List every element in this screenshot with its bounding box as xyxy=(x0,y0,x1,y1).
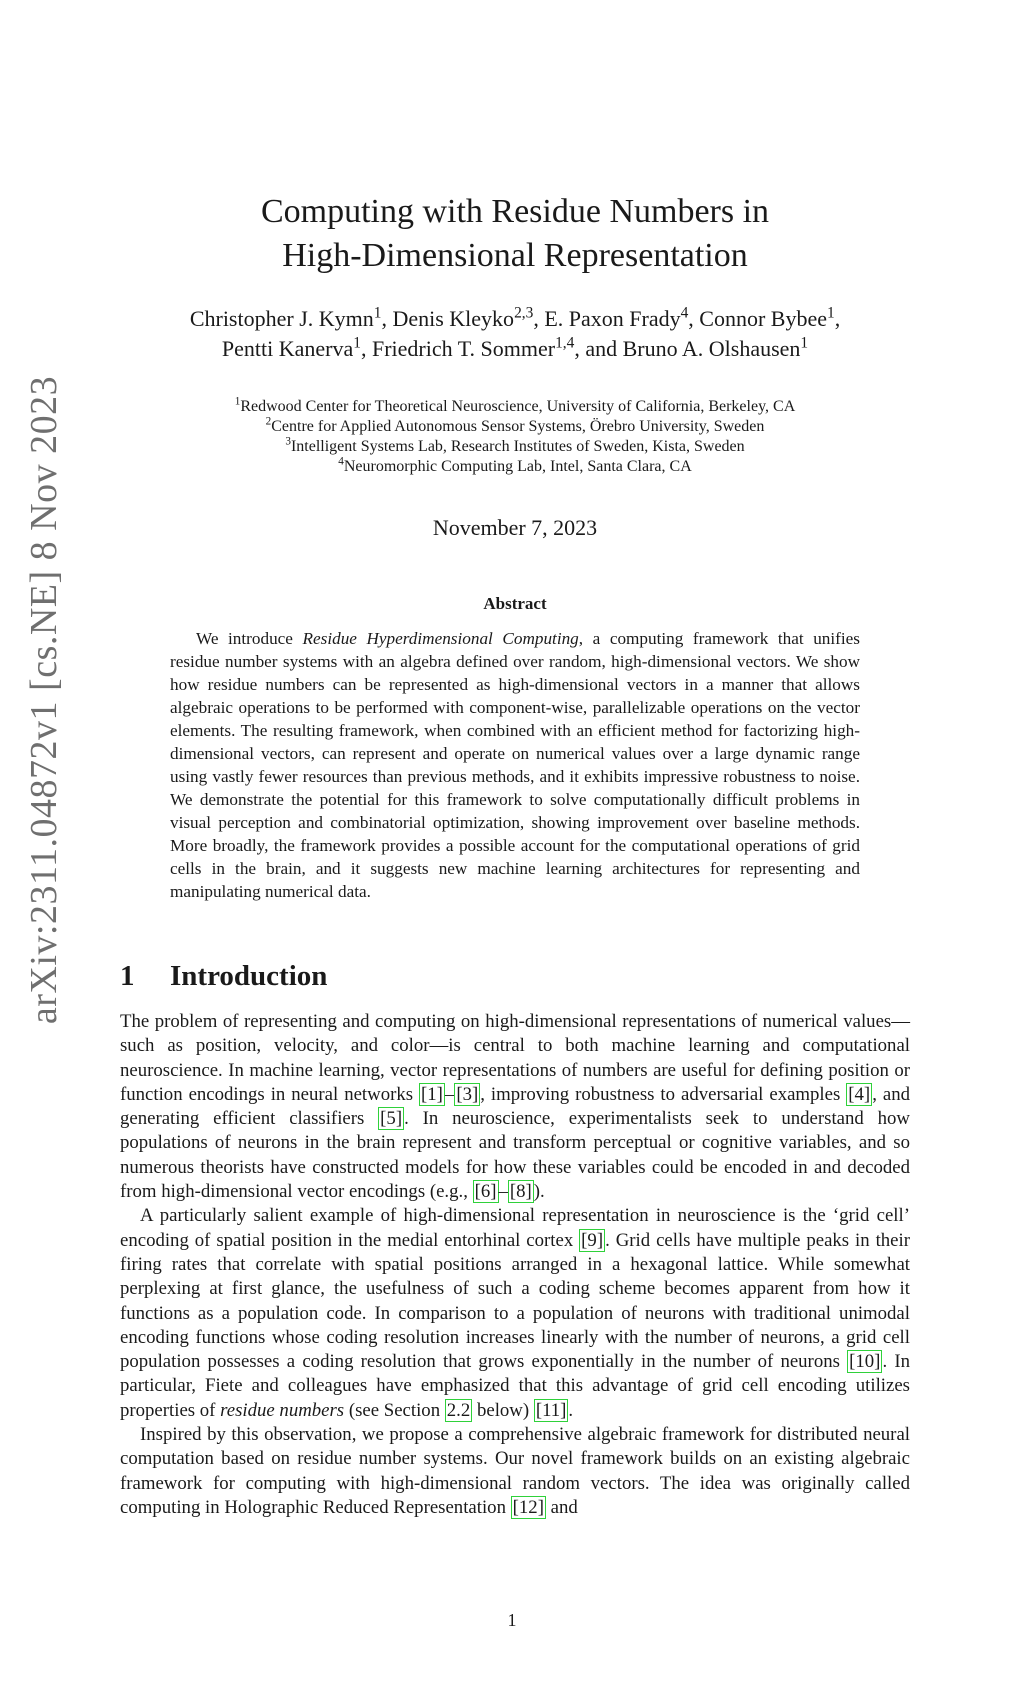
citation-link[interactable]: [6] xyxy=(474,1181,497,1203)
abstract-heading: Abstract xyxy=(483,594,547,613)
text-run: – xyxy=(498,1181,508,1203)
citation-link[interactable]: [1] xyxy=(421,1083,443,1105)
text-run: and xyxy=(545,1496,578,1518)
text-run: Inspired by this observation, we propose a comprehensive algebraic framework for distributed neural computation based on residue number systems. Our novel framework builds on an existing algebraic framework for computing with high-dimensional random vectors. The idea was originally called computing in Holographic Reduced Representation xyxy=(120,1424,910,1518)
author-name: Connor Bybee xyxy=(699,306,827,331)
author-affiliation-mark: 4 xyxy=(680,304,689,322)
section-title: Introduction xyxy=(170,960,328,992)
text-run: (see Section xyxy=(344,1399,445,1421)
author-affiliation-mark: 1,4 xyxy=(555,334,575,352)
abstract-body xyxy=(170,627,860,903)
author-name: Denis Kleyko xyxy=(392,306,515,331)
affiliation-item xyxy=(160,457,870,477)
text-run: below) xyxy=(472,1399,534,1421)
citation-link[interactable]: [12] xyxy=(512,1496,544,1518)
affiliation-text: Redwood Center for Theoretical Neuroscience, University of California, Berkeley, CA xyxy=(240,398,796,415)
text-run: , improving robustness to adversarial examples xyxy=(480,1083,847,1105)
arxiv-identifier-stamp[interactable]: arXiv:2311.04872v1 [cs.NE] 8 Nov 2023 xyxy=(23,375,65,1025)
emphasized-term: residue numbers xyxy=(220,1399,345,1421)
author-affiliation-mark: 1 xyxy=(353,334,361,352)
section-heading xyxy=(120,960,327,993)
author-affiliation-mark: 1 xyxy=(800,334,809,352)
affiliation-text: Intelligent Systems Lab, Research Institutes of Sweden, Kista, Sweden xyxy=(290,438,745,455)
text-run: – xyxy=(444,1083,455,1105)
citation-link[interactable]: [3] xyxy=(456,1083,479,1105)
citation-link[interactable]: [11] xyxy=(535,1399,567,1421)
affiliation-item xyxy=(160,437,870,457)
affiliation-mark: 2 xyxy=(265,415,272,428)
page-number: 1 xyxy=(507,1610,517,1630)
publication-date: November 7, 2023 xyxy=(432,515,598,540)
author-name: Pentti Kanerva xyxy=(221,336,354,361)
author-name: Friedrich T. Sommer xyxy=(371,336,556,361)
author-name: Bruno A. Olshausen xyxy=(622,336,801,361)
abstract-text: , a computing framework that unifies residue number systems with an algebra defined over random, high-dimensional vectors. We show how residue numbers can be represented as high-dimensional vectors in a manner that allows algebraic operations to be performed with component-wise, parallelizable operations on the vector elements. The resulting framework, when combined with an efficient method for factorizing high-dimensional vectors, can represent and operate on numerical values over a large dynamic range using vastly fewer resources than previous methods, and it exhibits impressive robustness to noise. We demonstrate the potential for this framework to solve computationally difficult problems in visual perception and combinatorial optimization, showing improvement over baseline methods. More broadly, the framework provides a possible account for the computational operations of grid cells in the brain, and it suggests new machine learning architectures for representing and manipulating numerical data. xyxy=(170,629,860,901)
affiliation-item xyxy=(160,417,870,437)
abstract-lead: We introduce xyxy=(196,629,303,648)
citation-link[interactable]: [4] xyxy=(848,1083,871,1105)
text-run: . xyxy=(568,1399,574,1421)
introduction-body xyxy=(120,1010,910,1520)
citation-link[interactable]: [10] xyxy=(849,1351,881,1373)
text-run: The problem of representing and computing on high-dimensional representations of numerical values—such as position, velocity, and color—is central to both machine learning and computational neuroscience. In machine learning, vector representations of numbers are useful for defining position or function encodings in neural networks xyxy=(120,1011,910,1105)
citation-link[interactable]: [8] xyxy=(509,1181,532,1203)
author-name: E. Paxon Frady xyxy=(544,306,681,331)
affiliation-text: Centre for Applied Autonomous Sensor Systems, Örebro University, Sweden xyxy=(271,418,765,435)
affiliation-mark: 1 xyxy=(234,395,241,408)
citation-link[interactable]: [5] xyxy=(380,1108,403,1130)
author-conjunction: and xyxy=(585,336,623,361)
paragraph xyxy=(120,1204,910,1423)
section-number: 1 xyxy=(120,960,135,992)
text-run: . In particular, Fiete and colleagues have emphasized that this advantage of grid cell encoding utilizes properties of xyxy=(120,1351,911,1421)
section-reference-link[interactable]: 2.2 xyxy=(446,1399,471,1421)
title-line-1: Computing with Residue Numbers in xyxy=(260,193,770,230)
paragraph xyxy=(120,1423,910,1520)
paper-title xyxy=(150,190,880,278)
text-run: . Grid cells have multiple peaks in their firing rates that correlate with spatial positions arranged in a hexagonal lattice. While somewhat perplexing at first glance, the usefulness of such a coding scheme becomes apparent from how it functions as a population code. In comparison to a population of neurons with traditional unimodal encoding functions whose coding resolution increases linearly with the number of neurons, a grid cell population possesses a coding resolution that grows exponentially in the number of neurons xyxy=(120,1229,910,1373)
citation-link[interactable]: [9] xyxy=(581,1229,604,1251)
author-name: Christopher J. Kymn xyxy=(189,306,374,331)
author-line-2: Pentti Kanerva$^1$, Friedrich T. Sommer$^{1,4}$, and Bruno A. Olshausen$^1$ xyxy=(221,334,809,361)
affiliation-list xyxy=(160,397,870,477)
text-run: A particularly salient example of high-dimensional representation in neuroscience is the ‘grid cell’ encoding of spatial position in the medial entorhinal cortex xyxy=(120,1205,910,1251)
author-affiliation-mark: 2,3 xyxy=(514,304,534,322)
author-affiliation-mark: 1 xyxy=(373,304,382,322)
affiliation-text: Neuromorphic Computing Lab, Intel, Santa Clara, CA xyxy=(343,458,692,475)
text-run: ). xyxy=(533,1181,545,1203)
author-list xyxy=(110,304,920,364)
affiliation-mark: 4 xyxy=(338,455,344,468)
affiliation-mark: 3 xyxy=(285,435,291,448)
text-run: . In neuroscience, experimentalists seek to understand how populations of neurons in the brain represent and transform perceptual or cognitive variables, and so numerous theorists have constructed models for how these variables could be encoded in and decoded from high-dimensional vector encodings (e.g., xyxy=(120,1108,910,1203)
text-run: , and generating efficient classifiers xyxy=(120,1083,910,1130)
paragraph xyxy=(120,1010,910,1204)
author-line-1: Christopher J. Kymn$^1$, Denis Kleyko$^{2,3}$, E. Paxon Frady$^4$, Connor Bybee$^1$, xyxy=(189,304,841,331)
author-affiliation-mark: 1 xyxy=(826,304,835,322)
title-line-2: High-Dimensional Representation xyxy=(282,237,748,274)
abstract-term: Residue Hyperdimensional Computing xyxy=(302,629,579,648)
affiliation-item xyxy=(160,397,870,417)
